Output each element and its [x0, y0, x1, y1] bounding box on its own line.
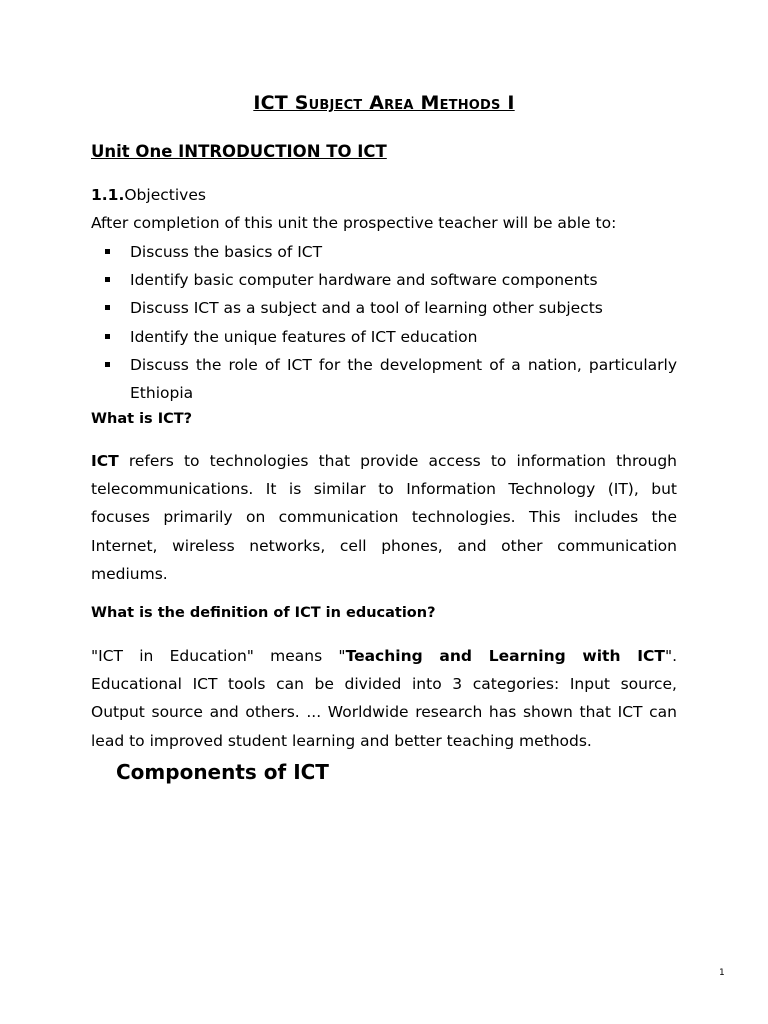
- ict-term: ICT: [91, 452, 119, 470]
- bullet-icon: [105, 362, 110, 367]
- list-item: Discuss the role of ICT for the development of a nation, particularly Ethiopia: [91, 351, 677, 407]
- list-item: Identify the unique features of ICT education: [91, 323, 677, 351]
- objectives-heading: [91, 186, 206, 204]
- document-title: ICT Subject Area Methods I: [253, 92, 515, 114]
- page-number: 1: [719, 968, 725, 978]
- bullet-icon: [105, 277, 110, 282]
- objectives-label: Objectives: [124, 186, 206, 204]
- emphasis-text: Teaching and Learning with ICT: [345, 647, 665, 665]
- list-item: Discuss ICT as a subject and a tool of learning other subjects: [91, 294, 677, 322]
- what-is-ict-paragraph: ICT refers to technologies that provide access to information through telecommunications. It is similar to Information Technology (IT), but focuses primarily on communication technologies. This includes the Internet, wireless networks, cell phones, and other communication mediums.: [91, 452, 677, 583]
- bullet-icon: [105, 334, 110, 339]
- what-is-ict-heading: What is ICT?: [91, 411, 193, 427]
- list-item: Identify basic computer hardware and software components: [91, 266, 677, 294]
- bullet-icon: [105, 305, 110, 310]
- bullet-icon: [105, 249, 110, 254]
- ict-in-education-paragraph: "ICT in Education" means "Teaching and Learning with ICT". Educational ICT tools can be divided into 3 categories: Input source, Output source and others. ... Worldwide research has shown that ICT can lead to improved student learning and better teaching methods.: [91, 647, 677, 750]
- unit-heading: Unit One INTRODUCTION TO ICT: [91, 142, 387, 161]
- objectives-number: 1.1.: [91, 186, 125, 204]
- objectives-list: [91, 238, 677, 407]
- objectives-intro: After completion of this unit the prospective teacher will be able to:: [91, 214, 617, 232]
- components-heading: Components of ICT: [116, 760, 329, 784]
- list-item: Discuss the basics of ICT: [91, 238, 677, 266]
- ict-in-education-heading: What is the definition of ICT in education?: [91, 605, 436, 621]
